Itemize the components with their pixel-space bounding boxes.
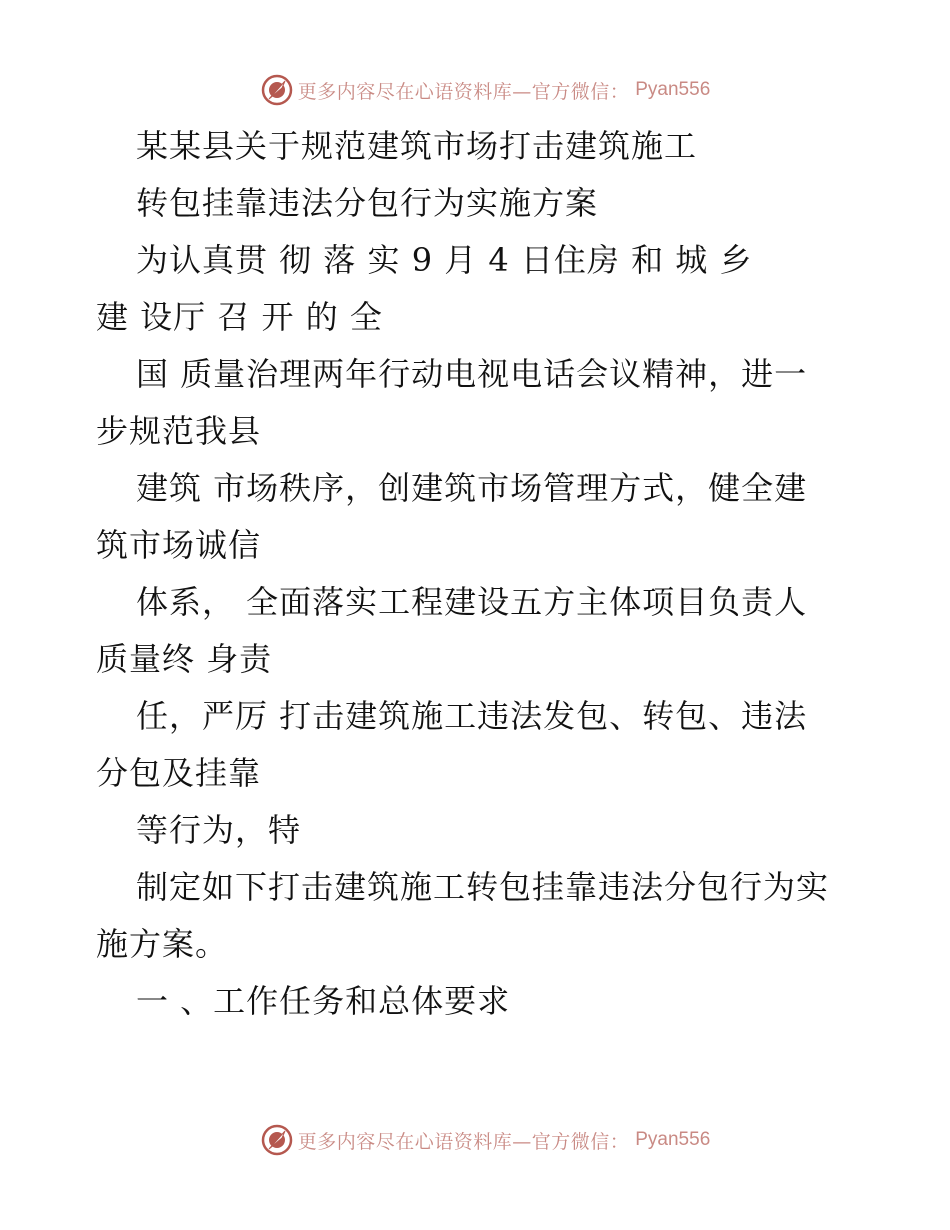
paragraph-line: 制定如下打击建筑施工转包挂靠违法分包行为实 — [136, 868, 830, 906]
footer-watermark-content — [260, 1123, 711, 1157]
paragraph-line: 体系， 全面落实工程建设五方主体项目负责人 — [136, 583, 808, 621]
title-line-1: 某某县关于规范建筑市场打击建筑施工 — [136, 127, 698, 165]
watermark-text: 更多内容尽在心语资料库—官方微信： — [297, 1130, 630, 1153]
header-watermark-content — [260, 73, 711, 107]
paragraph-line: 分包及挂靠 — [96, 754, 262, 792]
quill-circle-logo-icon — [260, 73, 294, 107]
header-watermark — [0, 70, 950, 110]
footer-watermark — [0, 1120, 950, 1160]
paragraph-line: 任，严厉 打击建筑施工违法发包、转包、违法 — [136, 697, 808, 735]
section-heading: 一 、工作任务和总体要求 — [136, 982, 511, 1020]
watermark-text: 更多内容尽在心语资料库—官方微信： — [297, 80, 630, 103]
paragraph-line: 国 质量治理两年行动电视电话会议精神，进一 — [136, 355, 808, 393]
paragraph-line: 建筑 市场秩序，创建筑市场管理方式，健全建 — [136, 469, 808, 507]
title-line-2: 转包挂靠违法分包行为实施方案 — [136, 184, 599, 222]
paragraph-line: 步规范我县 — [96, 412, 262, 450]
paragraph-line: 筑市场诚信 — [96, 526, 262, 564]
wechat-id: Pyan556 — [635, 1129, 711, 1150]
paragraph-line: 施方案。 — [96, 925, 229, 963]
paragraph-line: 为认真贯 彻 落 实 9 月 4 日住房 和 城 乡 — [136, 241, 753, 279]
paragraph-line: 质量终 身责 — [96, 640, 273, 678]
paragraph-line: 等行为，特 — [136, 811, 302, 849]
wechat-id: Pyan556 — [635, 79, 711, 100]
paragraph-line: 建 设厅 召 开 的 全 — [96, 298, 383, 336]
document-body — [96, 118, 856, 1030]
quill-circle-logo-icon — [260, 1123, 294, 1157]
